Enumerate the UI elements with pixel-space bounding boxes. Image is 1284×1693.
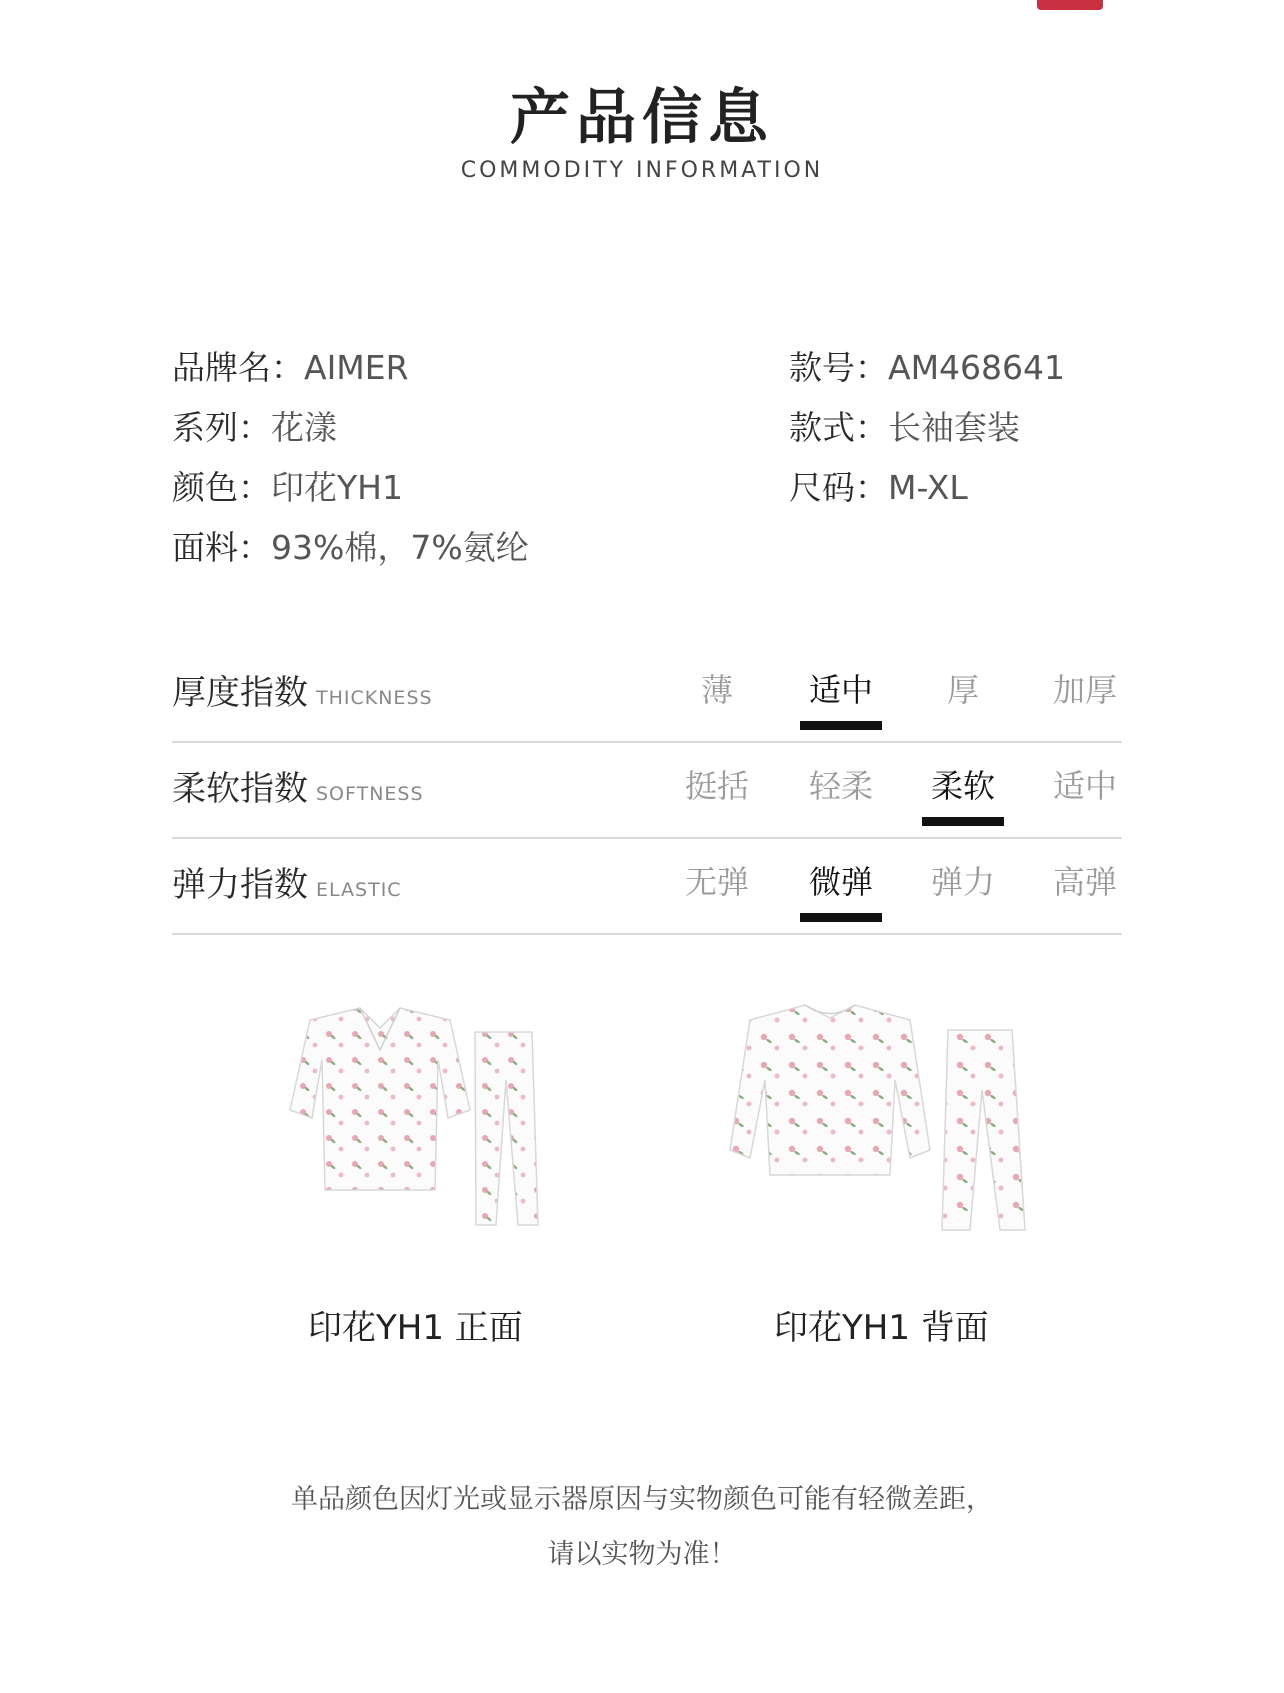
info-style-number: 款号：AM468641	[789, 348, 1066, 387]
thickness-option-1[interactable]: 薄	[700, 671, 733, 709]
page-subtitle: COMMODITY INFORMATION	[460, 158, 824, 183]
color-note-line-1: 单品颜色因灯光或显示器原因与实物颜色可能有轻微差距，	[291, 1484, 993, 1515]
back-caption: 印花YH1 背面	[774, 1308, 989, 1348]
thickness-label: 厚度指数 THICKNESS	[172, 673, 433, 713]
color-note-line-2: 请以实物为准！	[547, 1539, 737, 1570]
elastic-option-3[interactable]: 弹力	[930, 863, 995, 901]
front-caption: 印花YH1 正面	[308, 1308, 523, 1348]
top-accent-bar	[1037, 0, 1103, 10]
thickness-option-2[interactable]: 适中	[796, 665, 886, 711]
elastic-label: 弹力指数 ELASTIC	[172, 865, 402, 905]
thickness-option-4[interactable]: 加厚	[1052, 671, 1117, 709]
softness-index-row	[172, 741, 1122, 839]
elastic-option-4[interactable]: 高弹	[1052, 863, 1117, 901]
info-series: 系列：花漾	[172, 408, 337, 447]
softness-option-2[interactable]: 轻柔	[808, 767, 873, 805]
softness-option-1[interactable]: 挺括	[684, 767, 749, 805]
softness-option-3[interactable]: 柔软	[918, 761, 1008, 807]
info-style: 款式：长袖套装	[789, 408, 1020, 447]
softness-option-4[interactable]: 适中	[1052, 767, 1117, 805]
pajama-back-image	[700, 1000, 1060, 1240]
info-right-column	[789, 338, 1065, 518]
page-title: 产品信息	[510, 83, 774, 153]
thickness-option-3[interactable]: 厚	[946, 671, 979, 709]
softness-label: 柔软指数 SOFTNESS	[172, 769, 424, 809]
info-left-column	[172, 338, 529, 578]
info-size: 尺码：M-XL	[789, 468, 968, 507]
elastic-option-1[interactable]: 无弹	[684, 863, 749, 901]
info-brand: 品牌名：AIMER	[172, 348, 409, 387]
elastic-index-row	[172, 837, 1122, 935]
info-fabric: 面料：93%棉，7%氨纶	[172, 528, 529, 567]
elastic-option-2[interactable]: 微弹	[796, 857, 886, 903]
pajama-front-image	[270, 1000, 570, 1240]
info-color: 颜色：印花YH1	[172, 468, 403, 507]
thickness-index-row	[172, 645, 1122, 743]
